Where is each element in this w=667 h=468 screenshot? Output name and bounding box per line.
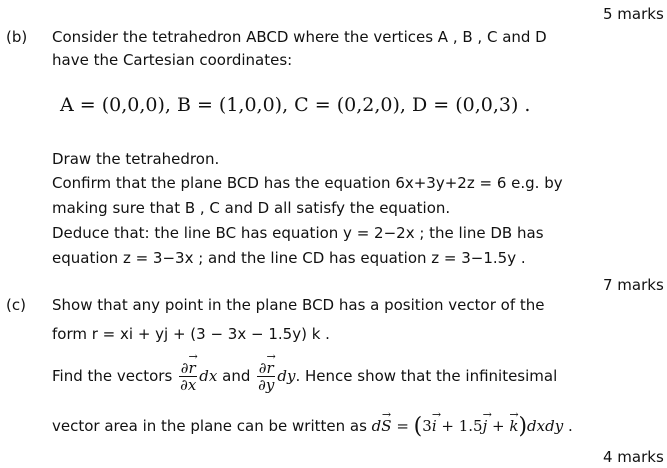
partial-r-partial-x: $\frac{\partial r \to}{\partial x}$ [179, 360, 197, 393]
part-c-label: (c) [6, 296, 26, 314]
find-vectors-line [52, 356, 557, 396]
marks-part-b: 5 marks [603, 5, 664, 23]
find-and-text: and [222, 367, 251, 385]
dy-symbol: dy [277, 367, 296, 385]
part-b-intro-line1: Consider the tetrahedron ABCD where the vertices A , B , C and D [52, 28, 547, 46]
show-line1: Show that any point in the plane BCD has a position vector of the [52, 296, 545, 314]
find-pre-text: Find the vectors [52, 367, 173, 385]
deduce-line2: equation z = 3−3x ; and the line CD has equation z = 3−1.5y . [52, 249, 526, 267]
deduce-line1: Deduce that: the line BC has equation y = 2−2x ; the line DB has [52, 224, 544, 242]
part-b-label: (b) [6, 28, 28, 46]
dx-symbol: dx [199, 367, 218, 385]
show-line2: form r = xi + yj + (3 − 3x − 1.5y) k . [52, 325, 330, 343]
marks-final: 4 marks [603, 448, 664, 466]
confirm-line1: Confirm that the plane BCD has the equation 6x+3y+2z = 6 e.g. by [52, 174, 563, 192]
coordinates-equation: A = (0,0,0), B = (1,0,0), C = (0,2,0), D = (0,0,3) . [60, 94, 531, 116]
find-post-text: . Hence show that the infinitesimal [295, 367, 558, 385]
draw-instruction: Draw the tetrahedron. [52, 150, 220, 168]
vector-area-formula: dS → = (3i → + 1.5j → + k →)dxdy . [372, 417, 573, 435]
confirm-line2: making sure that B , C and D all satisfy the equation. [52, 199, 451, 217]
vector-area-line [52, 414, 573, 439]
area-pre-text: vector area in the plane can be written as [52, 417, 367, 435]
partial-r-partial-y: $\frac{\partial r \to}{\partial y}$ [257, 360, 275, 393]
marks-part-c: 7 marks [603, 276, 664, 294]
part-b-intro-line2: have the Cartesian coordinates: [52, 51, 293, 69]
